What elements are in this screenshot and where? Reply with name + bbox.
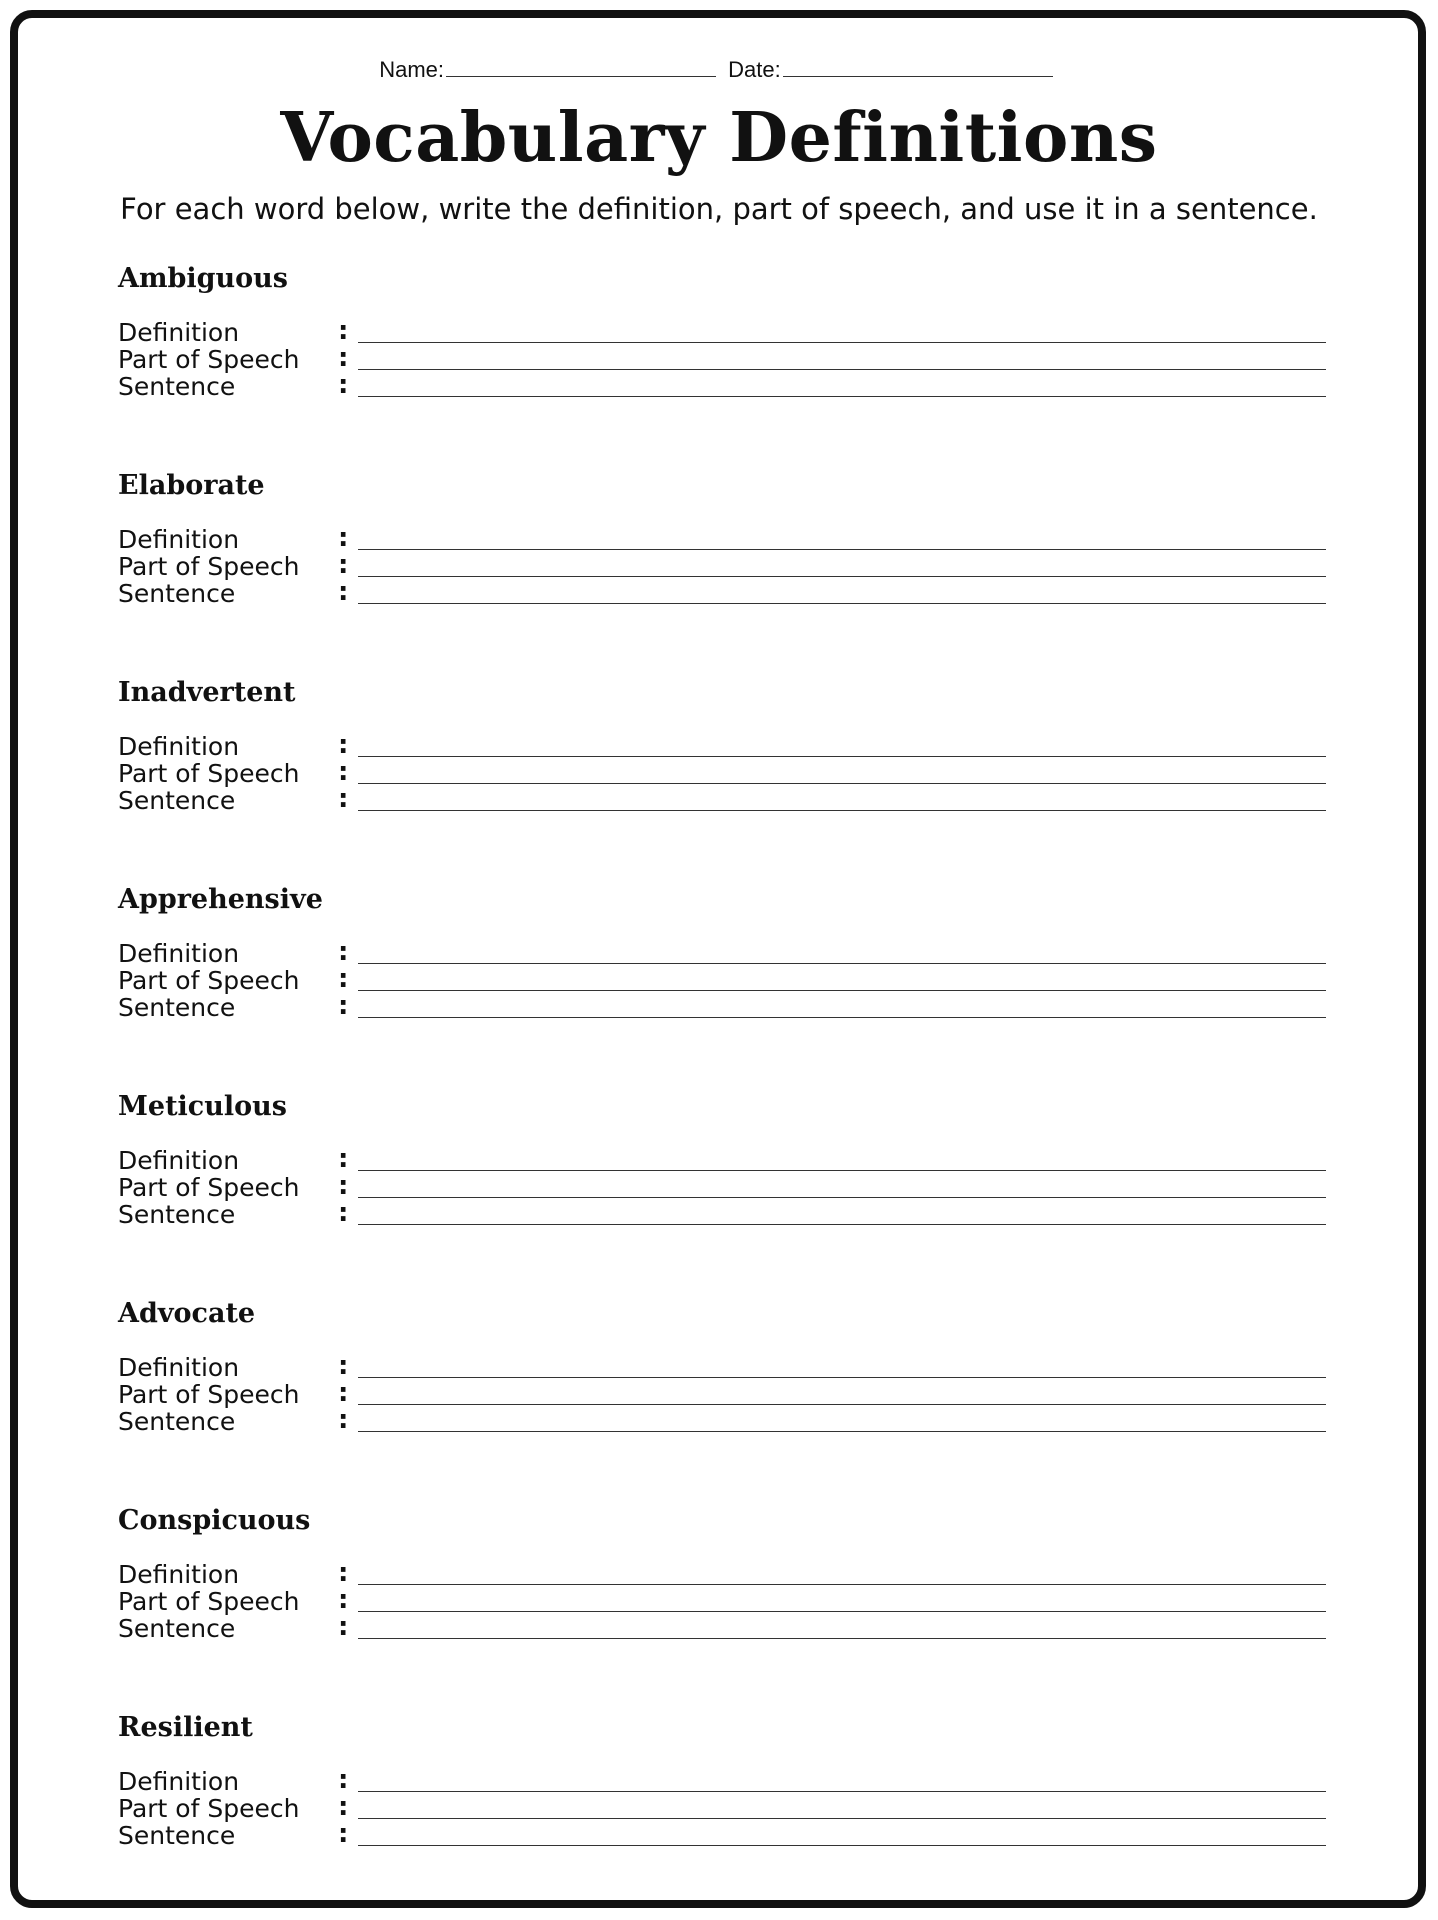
colon-separator: : [338, 1612, 349, 1642]
sentence-field [118, 1405, 1328, 1439]
sentence-label: Sentence [118, 1614, 236, 1643]
word-section [118, 883, 1328, 1083]
name-blank[interactable] [446, 58, 716, 77]
sentence-field [118, 577, 1328, 611]
sentence-field [118, 1612, 1328, 1646]
word-section [118, 1504, 1328, 1704]
part-of-speech-label: Part of Speech [118, 345, 300, 374]
sentence-label: Sentence [118, 1407, 236, 1436]
definition-label: Definition [118, 939, 240, 968]
colon-separator: : [338, 1585, 349, 1615]
vocabulary-word: Ambiguous [118, 263, 289, 294]
word-section [118, 676, 1328, 876]
colon-separator: : [338, 1558, 349, 1588]
definition-label: Definition [118, 318, 240, 347]
colon-separator: : [338, 316, 349, 346]
colon-separator: : [338, 523, 349, 553]
vocabulary-word: Apprehensive [118, 884, 323, 915]
word-section [118, 1711, 1328, 1911]
sentence-answer-line[interactable] [358, 1638, 1326, 1639]
colon-separator: : [338, 757, 349, 787]
part-of-speech-label: Part of Speech [118, 552, 300, 581]
sentence-answer-line[interactable] [358, 1431, 1326, 1432]
part-of-speech-label: Part of Speech [118, 1794, 300, 1823]
colon-separator: : [338, 343, 349, 373]
date-blank[interactable] [783, 58, 1053, 77]
word-section [118, 1090, 1328, 1290]
definition-label: Definition [118, 1767, 240, 1796]
vocabulary-word: Conspicuous [118, 1505, 311, 1536]
sentence-answer-line[interactable] [358, 396, 1326, 397]
vocabulary-word: Meticulous [118, 1091, 287, 1122]
date-label: Date: [728, 57, 781, 82]
word-section [118, 469, 1328, 669]
colon-separator: : [338, 1198, 349, 1228]
colon-separator: : [338, 370, 349, 400]
colon-separator: : [338, 937, 349, 967]
colon-separator: : [338, 1171, 349, 1201]
colon-separator: : [338, 1351, 349, 1381]
vocabulary-word: Advocate [118, 1298, 256, 1329]
sentence-answer-line[interactable] [358, 810, 1326, 811]
part-of-speech-label: Part of Speech [118, 1173, 300, 1202]
sentence-field [118, 991, 1328, 1025]
sentence-label: Sentence [118, 1200, 236, 1229]
part-of-speech-label: Part of Speech [118, 966, 300, 995]
colon-separator: : [338, 1819, 349, 1849]
colon-separator: : [338, 550, 349, 580]
name-date-header [0, 56, 1438, 84]
definition-label: Definition [118, 1146, 240, 1175]
sentence-field [118, 370, 1328, 404]
colon-separator: : [338, 1144, 349, 1174]
sentence-answer-line[interactable] [358, 1224, 1326, 1225]
definition-label: Definition [118, 732, 240, 761]
vocabulary-word: Inadvertent [118, 677, 296, 708]
definition-label: Definition [118, 1353, 240, 1382]
colon-separator: : [338, 730, 349, 760]
word-section [118, 262, 1328, 462]
name-label: Name: [379, 57, 445, 82]
part-of-speech-label: Part of Speech [118, 1380, 300, 1409]
page-title: Vocabulary Definitions [280, 98, 1158, 178]
definition-label: Definition [118, 525, 240, 554]
sentence-label: Sentence [118, 579, 236, 608]
colon-separator: : [338, 991, 349, 1021]
sentence-label: Sentence [118, 372, 236, 401]
sentence-label: Sentence [118, 993, 236, 1022]
colon-separator: : [338, 1765, 349, 1795]
instructions: For each word below, write the definition, part of speech, and use it in a sentence. [120, 192, 1318, 226]
colon-separator: : [338, 1792, 349, 1822]
sentence-label: Sentence [118, 1821, 236, 1850]
sentence-field [118, 784, 1328, 818]
part-of-speech-label: Part of Speech [118, 1587, 300, 1616]
definition-label: Definition [118, 1560, 240, 1589]
part-of-speech-label: Part of Speech [118, 759, 300, 788]
sentence-label: Sentence [118, 786, 236, 815]
sentence-answer-line[interactable] [358, 603, 1326, 604]
vocabulary-word: Elaborate [118, 470, 265, 501]
colon-separator: : [338, 964, 349, 994]
sentence-field [118, 1198, 1328, 1232]
colon-separator: : [338, 1378, 349, 1408]
word-section [118, 1297, 1328, 1497]
sentence-field [118, 1819, 1328, 1853]
sentence-answer-line[interactable] [358, 1017, 1326, 1018]
sentence-answer-line[interactable] [358, 1845, 1326, 1846]
colon-separator: : [338, 784, 349, 814]
vocabulary-word: Resilient [118, 1712, 253, 1743]
colon-separator: : [338, 577, 349, 607]
colon-separator: : [338, 1405, 349, 1435]
